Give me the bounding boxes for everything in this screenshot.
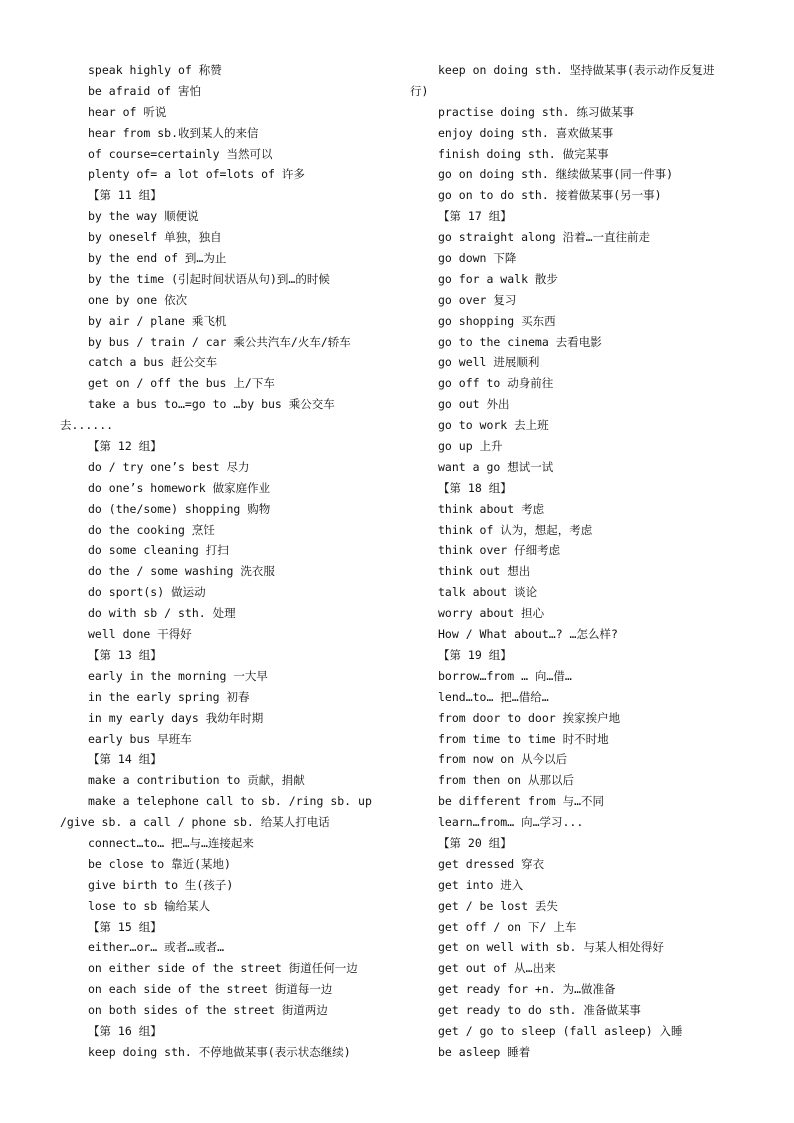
text-line: in my early days 我幼年时期: [88, 710, 264, 725]
text-line: by the end of 到…为止: [88, 251, 227, 266]
text-line: go down 下降: [438, 251, 517, 266]
text-line: either…or… 或者…或者…: [88, 940, 225, 955]
text-line: 【第 13 组】: [88, 647, 162, 662]
text-line: of course=certainly 当然可以: [88, 146, 273, 161]
text-line: get / go to sleep (fall asleep) 入睡: [438, 1023, 683, 1038]
text-line: well done 干得好: [88, 627, 192, 642]
text-line: go to the cinema 去看电影: [438, 334, 602, 349]
text-line: from door to door 挨家挨户地: [438, 710, 621, 725]
text-line: early bus 早班车: [88, 731, 192, 746]
text-line: hear of 听说: [88, 104, 167, 119]
text-line: lose to sb 输给某人: [88, 898, 211, 913]
text-line: 【第 15 组】: [88, 919, 162, 934]
text-line: How / What about…? …怎么样?: [438, 627, 618, 642]
text-line: one by one 依次: [88, 292, 188, 307]
text-line: go shopping 买东西: [438, 313, 556, 328]
text-line: catch a bus 赶公交车: [88, 355, 218, 370]
text-line: think out 想出: [438, 564, 531, 579]
text-line: 【第 12 组】: [88, 439, 162, 454]
text-line: 行): [410, 83, 429, 98]
text-line: go out 外出: [438, 397, 510, 412]
text-line: get / be lost 丢失: [438, 898, 558, 913]
text-line: on both sides of the street 街道两边: [88, 1003, 328, 1018]
text-line: speak highly of 称赞: [88, 63, 222, 77]
text-line: from now on 从今以后: [438, 752, 568, 767]
text-line: keep doing sth. 不停地做某事(表示状态继续): [88, 1044, 351, 1059]
text-line: get ready for +n. 为…做准备: [438, 982, 616, 997]
right-column: [410, 60, 740, 1063]
text-line: do sport(s) 做运动: [88, 585, 206, 600]
text-line: by the way 顺便说: [88, 209, 199, 224]
text-line: practise doing sth. 练习做某事: [438, 104, 634, 119]
text-line: be close to 靠近(某地): [88, 856, 231, 871]
text-line: get on / off the bus 上/下车: [88, 376, 275, 391]
text-line: 【第 20 组】: [438, 835, 512, 850]
text-line: learn…from… 向…学习...: [438, 815, 584, 830]
left-column: [60, 60, 390, 1063]
text-line: be afraid of 害怕: [88, 83, 202, 98]
text-line: get out of 从…出来: [438, 961, 556, 976]
text-line: 【第 19 组】: [438, 647, 512, 662]
text-line: go over 复习: [438, 292, 517, 307]
text-line: lend…to… 把…借给…: [438, 689, 549, 704]
text-line: give birth to 生(孩子): [88, 877, 234, 892]
text-line: do / try one’s best 尽力: [88, 459, 250, 474]
text-line: get ready to do sth. 准备做某事: [438, 1003, 641, 1018]
text-line: by oneself 单独，独自: [88, 230, 222, 245]
text-line: get into 进入: [438, 877, 524, 892]
text-line: be asleep 睡着: [438, 1044, 531, 1059]
text-line: enjoy doing sth. 喜欢做某事: [438, 125, 614, 140]
text-line: go on to do sth. 接着做某事(另一事): [438, 188, 662, 203]
text-line: think of 认为，想起，考虑: [438, 522, 593, 537]
text-line: plenty of= a lot of=lots of 许多: [88, 167, 305, 182]
text-line: do the cooking 烹饪: [88, 522, 215, 537]
text-line: want a go 想试一试: [438, 459, 554, 474]
text-line: by the time (引起时间状语从句)到…的时候: [88, 271, 330, 286]
text-line: hear from sb.收到某人的来信: [88, 125, 259, 140]
text-line: make a contribution to 贡献，捐献: [88, 773, 305, 788]
text-line: think about 考虑: [438, 501, 545, 516]
text-line: do one’s homework 做家庭作业: [88, 480, 271, 495]
text-line: borrow…from … 向…借…: [438, 668, 572, 683]
text-line: take a bus to…=go to …by bus 乘公交车: [88, 397, 335, 412]
text-line: go off to 动身前往: [438, 376, 554, 391]
text-line: go on doing sth. 继续做某事(同一件事): [438, 167, 674, 182]
text-line: think over 仔细考虑: [438, 543, 561, 558]
text-line: talk about 谈论: [438, 585, 538, 600]
text-line: /give sb. a call / phone sb. 给某人打电话: [60, 815, 330, 830]
text-line: 去......: [60, 418, 114, 433]
text-line: by bus / train / car 乘公共汽车/火车/轿车: [88, 334, 351, 349]
text-line: early in the morning 一大早: [88, 668, 268, 683]
text-line: do the / some washing 洗衣服: [88, 564, 275, 579]
text-line: worry about 担心: [438, 606, 545, 621]
text-line: 【第 17 组】: [438, 209, 512, 224]
text-line: go well 进展顺利: [438, 355, 540, 370]
text-line: do with sb / sth. 处理: [88, 606, 236, 621]
text-line: get dressed 穿衣: [438, 856, 545, 871]
text-line: 【第 18 组】: [438, 480, 512, 495]
text-line: do (the/some) shopping 购物: [88, 501, 271, 516]
text-line: on either side of the street 街道任何一边: [88, 961, 358, 976]
text-line: go up 上升: [438, 439, 503, 454]
text-line: 【第 14 组】: [88, 752, 162, 767]
text-line: get off / on 下/ 上车: [438, 919, 577, 934]
text-line: keep on doing sth. 坚持做某事(表示动作反复进: [438, 63, 715, 77]
text-line: go straight along 沿着…一直往前走: [438, 230, 651, 245]
text-line: do some cleaning 打扫: [88, 543, 229, 558]
text-line: 【第 16 组】: [88, 1023, 162, 1038]
text-line: get on well with sb. 与某人相处得好: [438, 940, 664, 955]
text-line: from time to time 时不时地: [438, 731, 609, 746]
text-line: 【第 11 组】: [88, 188, 162, 203]
text-line: from then on 从那以后: [438, 773, 575, 788]
text-line: connect…to… 把…与…连接起来: [88, 835, 254, 850]
text-line: by air / plane 乘飞机: [88, 313, 227, 328]
text-line: on each side of the street 街道每一边: [88, 982, 333, 997]
text-line: in the early spring 初春: [88, 689, 250, 704]
text-line: go for a walk 散步: [438, 271, 558, 286]
text-line: make a telephone call to sb. /ring sb. up: [88, 794, 372, 809]
text-line: go to work 去上班: [438, 418, 549, 433]
text-line: be different from 与…不同: [438, 794, 605, 809]
text-line: finish doing sth. 做完某事: [438, 146, 609, 161]
